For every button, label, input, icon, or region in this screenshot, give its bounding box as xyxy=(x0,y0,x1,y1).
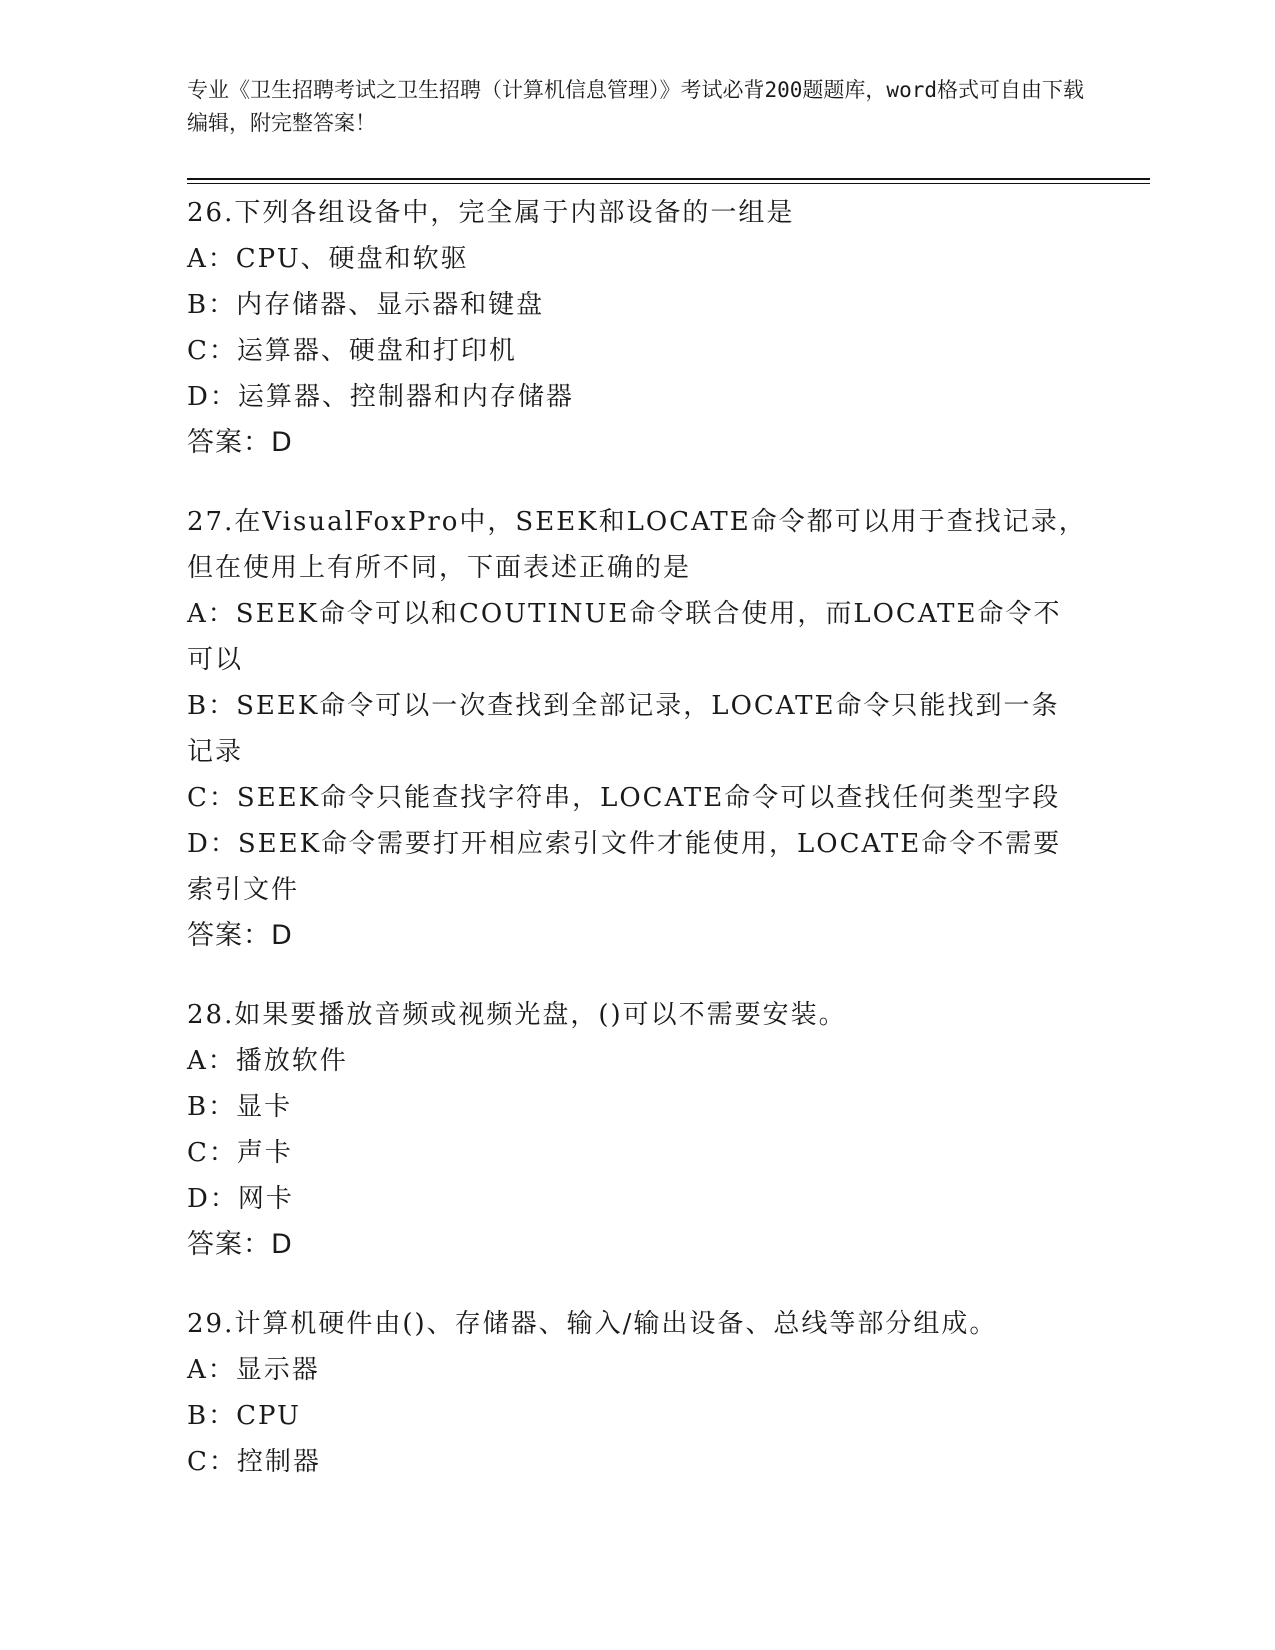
option-b: B：SEEK命令可以一次查找到全部记录，LOCATE命令只能找到一条记录 xyxy=(187,691,1060,767)
header-divider-thick xyxy=(187,178,1150,180)
option-c: C：SEEK命令只能查找字符串，LOCATE命令可以查找任何类型字段 xyxy=(187,783,1061,813)
option-b: B：显卡 xyxy=(187,1092,293,1122)
option-a: A：CPU、硬盘和软驱 xyxy=(187,244,469,274)
question-stem: 27.在VisualFoxPro中，SEEK和LOCATE命令都可以用于查找记录，但在使用上有所不同，下面表述正确的是 xyxy=(187,507,1087,583)
question-stem: 26.下列各组设备中，完全属于内部设备的一组是 xyxy=(187,198,795,228)
answer: 答案：D xyxy=(187,427,293,458)
document-header: 专业《卫生招聘考试之卫生招聘（计算机信息管理）》考试必背200题题库，word格式可自由下载编辑，附完整答案！ xyxy=(187,78,1084,135)
option-c: C：声卡 xyxy=(187,1138,293,1168)
question-28 xyxy=(187,992,1087,1268)
option-b: B：CPU xyxy=(187,1401,301,1431)
question-29 xyxy=(187,1301,1087,1485)
option-a: A：播放软件 xyxy=(187,1046,348,1076)
option-c: C：控制器 xyxy=(187,1447,321,1477)
option-a: A：显示器 xyxy=(187,1355,320,1385)
question-27 xyxy=(187,499,1087,959)
option-c: C：运算器、硬盘和打印机 xyxy=(187,336,517,366)
option-b: B：内存储器、显示器和键盘 xyxy=(187,290,545,320)
option-d: D：网卡 xyxy=(187,1184,294,1214)
answer: 答案：D xyxy=(187,920,293,951)
option-d: D：SEEK命令需要打开相应索引文件才能使用，LOCATE命令不需要索引文件 xyxy=(187,829,1062,905)
question-26 xyxy=(187,190,1087,466)
question-list xyxy=(187,190,1087,1518)
header-divider-thin xyxy=(187,183,1150,184)
option-d: D：运算器、控制器和内存储器 xyxy=(187,382,574,412)
answer: 答案：D xyxy=(187,1229,293,1260)
question-stem: 29.计算机硬件由()、存储器、输入/输出设备、总线等部分组成。 xyxy=(187,1309,998,1339)
option-a: A：SEEK命令可以和COUTINUE命令联合使用，而LOCATE命令不可以 xyxy=(187,599,1062,675)
question-stem: 28.如果要播放音频或视频光盘，()可以不需要安装。 xyxy=(187,1000,847,1030)
